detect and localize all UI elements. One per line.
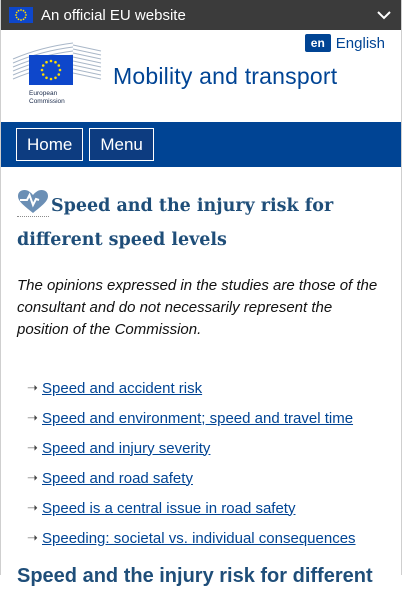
language-selector[interactable]	[305, 34, 385, 52]
logo-text-line2: Commission	[29, 98, 65, 105]
link-speeding-consequences[interactable]: Speeding: societal vs. individual consequences	[42, 529, 356, 547]
language-code-badge: en	[305, 34, 331, 52]
main-content	[1, 167, 401, 589]
link-speed-accident-risk[interactable]: Speed and accident risk	[42, 379, 203, 397]
link-speed-road-safety[interactable]: Speed and road safety	[42, 469, 193, 487]
european-commission-logo[interactable]	[11, 39, 103, 109]
link-speed-central-issue[interactable]: Speed is a central issue in road safety	[42, 499, 296, 517]
list-item	[27, 523, 385, 553]
link-speed-injury-severity[interactable]: Speed and injury severity	[42, 439, 211, 457]
arrow-right-icon: ➝	[27, 470, 38, 485]
list-item	[27, 403, 385, 433]
eu-banner-text: An official EU website	[41, 6, 186, 24]
list-item	[27, 493, 385, 523]
list-item	[27, 433, 385, 463]
eu-flag-icon	[9, 7, 33, 23]
main-navigation	[1, 122, 401, 167]
disclaimer-text: The opinions expressed in the studies are those of the consultant and do not necessarily represent the position of the Commission.	[17, 277, 378, 338]
arrow-right-icon: ➝	[27, 440, 38, 455]
list-item	[27, 373, 385, 403]
arrow-right-icon: ➝	[27, 500, 38, 515]
eu-official-banner[interactable]	[1, 0, 401, 30]
home-button[interactable]: Home	[16, 128, 83, 161]
list-item	[27, 463, 385, 493]
logo-text-line1: European	[29, 90, 58, 97]
site-title[interactable]: Mobility and transport	[113, 63, 338, 89]
menu-button[interactable]: Menu	[89, 128, 154, 161]
arrow-right-icon: ➝	[27, 380, 38, 395]
related-links-list	[17, 373, 385, 553]
arrow-right-icon: ➝	[27, 530, 38, 545]
arrow-right-icon: ➝	[27, 410, 38, 425]
page-title-text: Speed and the injury risk for different speed levels	[17, 196, 334, 250]
site-header	[1, 30, 401, 120]
link-speed-environment-travel-time[interactable]: Speed and environment; speed and travel time	[42, 409, 354, 427]
page-title	[17, 189, 385, 257]
language-label: English	[335, 34, 385, 52]
heartbeat-icon	[17, 189, 49, 217]
chevron-down-icon[interactable]	[375, 6, 393, 24]
section-heading: Speed and the injury risk for different	[17, 565, 373, 587]
